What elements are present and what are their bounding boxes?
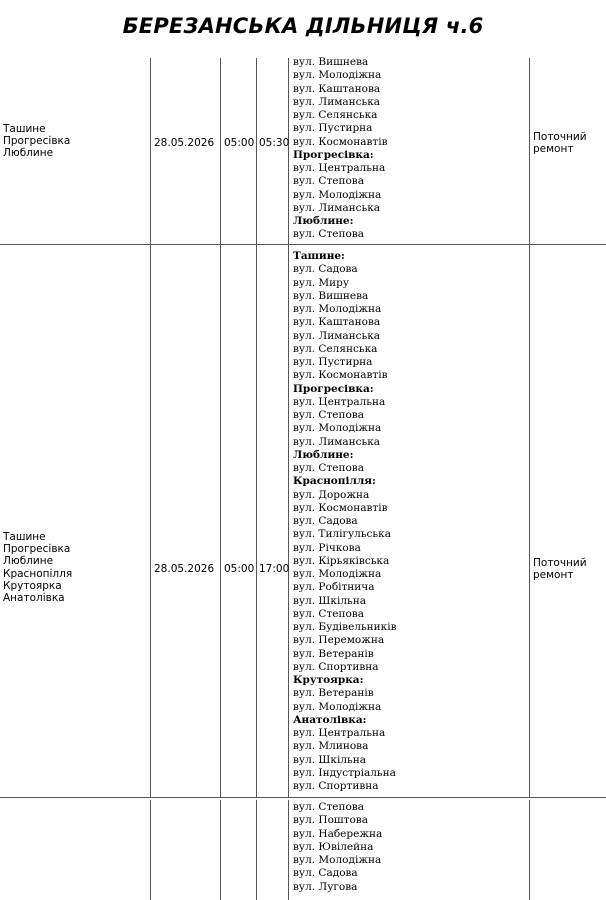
settlement-heading: Крутоярка: [293, 674, 364, 686]
street-name: вул. Поштова [293, 814, 368, 827]
column-divider [256, 800, 257, 900]
settlement-heading: Люблине: [293, 448, 354, 461]
column-divider [288, 800, 289, 900]
settlement-name: Прогресівка [3, 135, 71, 148]
column-divider [150, 245, 151, 797]
settlement-name: Люблине [3, 555, 54, 568]
column-divider [256, 58, 257, 244]
settlements-cell [3, 531, 72, 604]
settlement-name: Люблине [3, 147, 54, 160]
start-time-cell: 05:00 [224, 563, 255, 575]
street-name: вул. Лиманська [293, 95, 381, 108]
street-name: вул. Каштанова [293, 316, 381, 329]
street-name: вул. Центральна [293, 727, 386, 739]
settlement-name: Крутоярка [3, 579, 62, 592]
street-name: вул. Центральна [293, 395, 386, 408]
column-divider [220, 58, 221, 244]
street-name: вул. Млинова [293, 740, 369, 753]
page-title: БЕРЕЗАНСЬКА ДІЛЬНИЦЯ ч.6 [122, 14, 484, 38]
start-time-cell: 05:00 [224, 137, 255, 149]
street-name: вул. Молодіжна [293, 303, 382, 315]
settlement-name: Ташине [3, 123, 46, 135]
street-name: вул. Набережна [293, 827, 383, 840]
streets-cell [293, 56, 388, 242]
settlement-heading: Люблине: [293, 215, 354, 227]
settlement-name: Анатолівка [3, 592, 65, 605]
street-name: вул. Селянська [293, 109, 378, 121]
street-name: вул. Космонавтів [293, 135, 388, 148]
street-name: вул. Будівельників [293, 621, 397, 633]
street-name: вул. Пустирна [293, 356, 373, 368]
column-divider [529, 800, 530, 900]
street-name: вул. Тилігульська [293, 528, 391, 541]
streets-cell [293, 801, 382, 894]
settlement-heading: Прогресівка: [293, 382, 374, 395]
reason-cell [533, 557, 587, 581]
street-name: вул. Центральна [293, 162, 386, 174]
settlement-name: Прогресівка [3, 543, 71, 556]
street-name: вул. Спортивна [293, 660, 379, 673]
street-name: вул. Ветеранів [293, 647, 374, 660]
street-name: вул. Молодіжна [293, 188, 382, 201]
column-divider [256, 245, 257, 797]
street-name: вул. Садова [293, 515, 358, 527]
street-name: вул. Молодіжна [293, 568, 382, 580]
street-name: вул. Миру [293, 276, 350, 289]
street-name: вул. Степова [293, 175, 364, 188]
street-name: вул. Лиманська [293, 435, 381, 448]
settlement-heading: Анатолівка: [293, 713, 367, 726]
settlement-name: Ташине [3, 531, 46, 543]
column-divider [150, 58, 151, 244]
street-name: вул. Космонавтів [293, 501, 388, 514]
reason-text: ремонт [533, 143, 574, 156]
row-divider [0, 797, 606, 798]
street-name: вул. Садова [293, 867, 358, 880]
street-name: вул. Молодіжна [293, 69, 382, 82]
street-name: вул. Робітнича [293, 581, 375, 594]
street-name: вул. Кірьяківська [293, 554, 390, 567]
street-name: вул. Лугова [293, 880, 358, 893]
street-name: вул. Садова [293, 263, 358, 276]
street-name: вул. Степова [293, 409, 364, 421]
column-divider [529, 245, 530, 797]
column-divider [288, 58, 289, 244]
settlements-cell [3, 123, 70, 160]
street-name: вул. Степова [293, 607, 364, 620]
street-name: вул. Ветеранів [293, 687, 374, 700]
reason-cell [533, 131, 587, 155]
reason-text: Поточний [533, 131, 587, 143]
settlement-name: Краснопілля [3, 567, 73, 580]
settlement-heading: Прогресівка: [293, 148, 374, 161]
column-divider [288, 245, 289, 797]
settlement-heading: Ташине: [293, 250, 345, 262]
date-cell: 28.05.2026 [154, 563, 215, 575]
street-name: вул. Переможна [293, 634, 385, 647]
street-name: вул. Селянська [293, 342, 378, 355]
street-name: вул. Молодіжна [293, 854, 382, 866]
reason-text: Поточний [533, 557, 587, 569]
end-time-cell: 17:00 [259, 563, 290, 575]
street-name: вул. Лиманська [293, 329, 381, 342]
street-name: вул. Дорожна [293, 488, 370, 501]
streets-cell [293, 250, 397, 793]
column-divider [150, 800, 151, 900]
street-name: вул. Шкільна [293, 594, 366, 607]
street-name: вул. Молодіжна [293, 422, 382, 435]
street-name: вул. Пустирна [293, 122, 373, 135]
reason-text: ремонт [533, 569, 574, 582]
street-name: вул. Степова [293, 462, 364, 474]
street-name: вул. Ювілейна [293, 840, 374, 853]
row-divider [0, 244, 606, 245]
column-divider [220, 800, 221, 900]
street-name: вул. Спортивна [293, 780, 379, 792]
street-name: вул. Індустріальна [293, 766, 396, 779]
street-name: вул. Степова [293, 228, 364, 241]
street-name: вул. Вишнева [293, 289, 369, 302]
street-name: вул. Річкова [293, 541, 361, 554]
street-name: вул. Молодіжна [293, 700, 382, 713]
street-name: вул. Каштанова [293, 82, 381, 95]
end-time-cell: 05:30 [259, 137, 290, 149]
column-divider [220, 245, 221, 797]
column-divider [529, 58, 530, 244]
street-name: вул. Шкільна [293, 753, 366, 766]
street-name: вул. Вишнева [293, 56, 369, 68]
settlement-heading: Краснопілля: [293, 475, 376, 488]
street-name: вул. Степова [293, 801, 364, 813]
street-name: вул. Космонавтів [293, 369, 388, 382]
street-name: вул. Лиманська [293, 201, 381, 214]
date-cell: 28.05.2026 [154, 137, 215, 149]
